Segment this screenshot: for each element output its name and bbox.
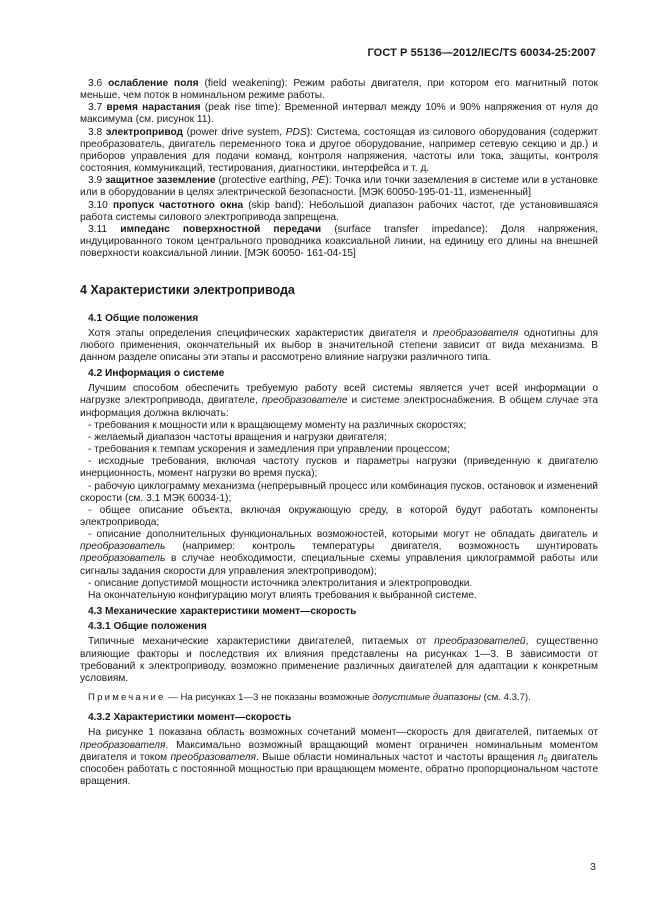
page-number: 3 — [590, 861, 596, 873]
subsection-title-4-3: 4.3 Механические характеристики момент—скорость — [88, 606, 357, 618]
subsection-title-4-3-2: 4.3.2 Характеристики момент—скорость — [88, 712, 292, 724]
paragraph-4-1: Хотя этапы определения специфических характеристик двигателя и преобразователя однотипны для любого применения, окончательный их выбор в значительной степени зависит от вида механизма. В данном разделе описаны эти этапы и рассмотрено влияние нагрузки различного типа. — [80, 327, 598, 363]
list-item: - требования к мощности или к вращающему моменту на различных скоростях; — [88, 419, 467, 431]
list-item: - общее описание объекта, включая окружающую среду, в которой будут работать компоненты электропривода; — [80, 504, 598, 528]
term: пропуск частотного окна — [112, 199, 244, 211]
definition-3-8: 3.8 электропривод (power drive system, PDS): Система, состоящая из силового оборудования (содержит преобразователь, двигатель переменного тока и другое оборудование, например сетевую секцию и др.) и приборов управления для подачи команд, контроля напряжения, частоты или тока, защиты, контроля состояния, коммуникаций, тестирования, диагностики, интерфейса и т. д. — [80, 126, 598, 175]
section-title: 4 Характеристики электропривода — [80, 283, 295, 298]
list-item: - описание дополнительных функциональных возможностей, которыми могут не обладать двигатель и преобразователь (например: контроль температуры двигателя, возможность шунтировать преобразователь в случае необходимости, специальные схемы управления циклограммой работы или сигналы задания скорости для управления электроприводом); — [80, 529, 598, 577]
subsection-title-4-1: 4.1 Общие положения — [88, 312, 199, 324]
paragraph-4-2: Лучшим способом обеспечить требуемую работу всей системы является учет всей информации о нагрузке электропривода, двигателе, преобразователе и системе электроснабжения. В общем случае эта информация должна включать: — [80, 383, 598, 419]
term: защитное заземление — [105, 175, 216, 187]
definition-3-6: 3.6 ослабление поля (field weakening): Режим работы двигателя, при котором его магнитный поток меньше, чем поток в номинальном режиме работы. — [80, 78, 598, 102]
page-content — [80, 78, 598, 788]
definition-3-10: 3.10 пропуск частотного окна (skip band): Небольшой диапазон рабочих частот, где установившаяся работа системы силового электропривода запрещена. — [80, 199, 598, 223]
standard-header: ГОСТ Р 55136—2012/IEC/TS 60034-25:2007 — [367, 47, 596, 59]
list-item: - желаемый диапазон частоты вращения и нагрузки двигателя; — [88, 431, 387, 443]
definition-3-9: 3.9 защитное заземление (protective earthing, PE): Точка или точки заземления в системе или в установке или в оборудовании в целях электрической безопасности. [МЭК 60050-195-01-11, измененный] — [80, 175, 598, 199]
list-item: - требования к темпам ускорения и замедления при управлении процессом; — [88, 444, 450, 456]
list-item: - описание допустимой мощности источника электролитания и электропроводки. — [88, 577, 473, 589]
note-label: Примечание — [88, 692, 166, 704]
paragraph-4-2-end: На окончательную конфигурацию могут влиять требования к выбранной системе. — [88, 589, 477, 601]
list-item: - исходные требования, включая частоту пусков и параметры нагрузки (приведенную к двигателю инерционность, момент нагрузки во время пуска); — [80, 456, 598, 480]
term: ослабление поля — [108, 78, 199, 89]
term: время нарастания — [106, 102, 201, 114]
definition-3-11: 3.11 импеданс поверхностной передачи (surface transfer impedance): Доля напряжения, индуцированного током центрального проводника коаксиальной линии, на единицу его длины на внешней поверхности коаксиальной линии. [МЭК 60050- 161-04-15] — [80, 223, 598, 260]
paragraph-4-3-2: На рисунке 1 показана область возможных сочетаний момент—скорость для двигателей, питаемых от преобразователя. Максимально возможный вращающий момент ограничен номинальным моментом двигателя и током преобразователя. Выше области номинальных частот и частоты вращения $n_0$ двигатель способен работать с постоянной мощностью при вращающем моменте, обратно пропорциональном частоте вращения. — [80, 727, 598, 787]
note: Примечание — На рисунках 1—3 не показаны возможные допустимые диапазоны (см. 4.3.7). — [88, 692, 531, 704]
subsection-title-4-2: 4.2 Информация о системе — [88, 368, 225, 380]
term: импеданс поверхностной передачи — [120, 223, 322, 235]
list-item: - рабочую циклограмму механизма (непрерывный процесс или комбинация пусков, остановок и изменений скорости (см. 3.1 МЭК 60034-1); — [80, 480, 598, 504]
subsection-title-4-3-1: 4.3.1 Общие положения — [88, 621, 207, 633]
definition-3-7: 3.7 время нарастания (peak rise time): Временной интервал между 10% и 90% напряжения от нуля до максимума (см. рисунок 11). — [80, 102, 598, 126]
term: электропривод — [105, 126, 184, 138]
paragraph-4-3-1: Типичные механические характеристики двигателей, питаемых от преобразователей, существенно влияющие факторы и последствия их влияния представлены на рисунках 1—3. В зависимости от требований к электроприводу, возможно применение различных двигателей для адаптации к конкретным условиям. — [80, 636, 598, 684]
